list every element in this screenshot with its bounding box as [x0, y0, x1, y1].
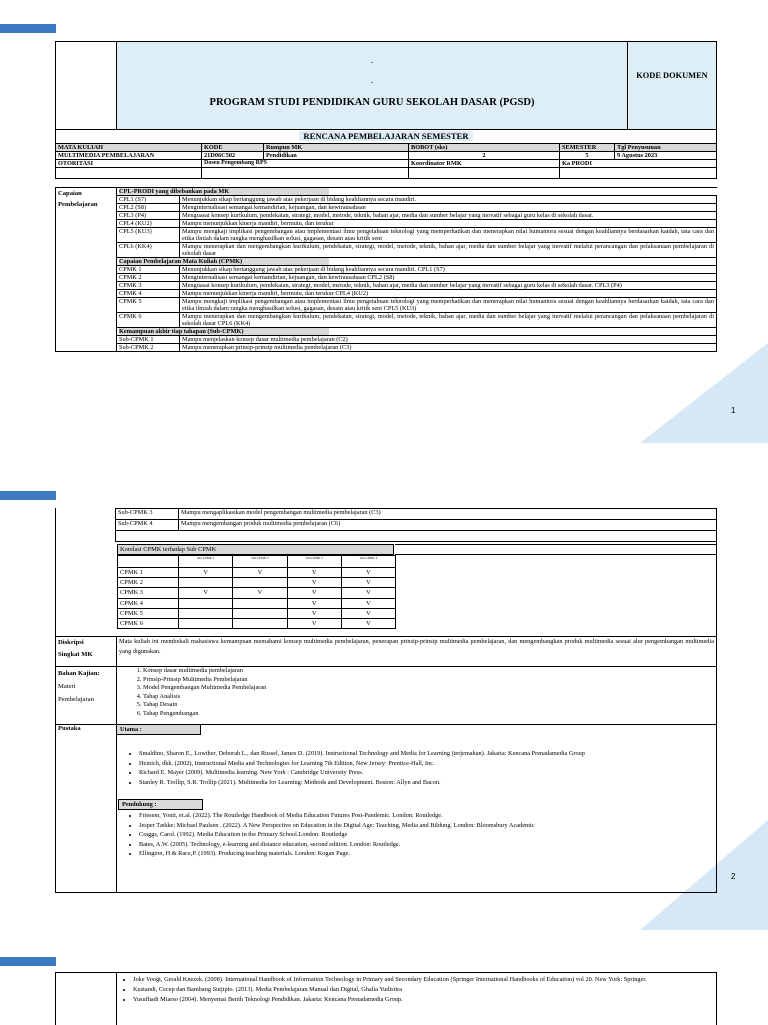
list-item: 6. Tahap Pengembangan [143, 710, 714, 719]
korelasi-mark [179, 598, 233, 608]
cpl-code: CPL2 (S8) [117, 204, 180, 212]
sub-cpmk-code: Sub-CPMK 3 [116, 509, 179, 520]
learning-outcomes-table [55, 187, 717, 352]
cpl-code: CPL4 (KU2) [117, 220, 180, 228]
list-item: 3. Model Pengembangan Multimedia Pembelajaran [143, 684, 714, 693]
list-item: • Bates, A.W. (2005). Technology, e-learning and distance education, second edition. London: Routledge. [139, 840, 716, 849]
cpl-text: Mampu mengkaji implikasi pengembangan atau implementasi ilmu pengetahuan teknologi yang memperhatikan dan menerapkan nilai humaniora sesuai dengan keahliannya berdasarkan kaidah, tata cara dan etika ilmiah dalam rangka menghasilkan solusi, gagasan, desain atau kritik seni [180, 228, 717, 243]
description-text: Mata kuliah ini membekali mahasiswa kemampuan memahami konsep multimedia pembelajaran, penerapan prinsip-prinsip multimedia pembelajaran, dan mengembangkan produk multimedia sesuai alur pengembangan multimedia yang digunakan. [117, 637, 717, 667]
korelasi-table [117, 555, 396, 629]
cpmk-text: Menginternalisasi semangat kemandirian, kejuangan, dan kewirausahaan CPL2 (S8) [180, 274, 717, 282]
korelasi-row-label: CPMK 2 [118, 578, 179, 588]
list-item: • Friesem, Yonti, et.al. (2022). The Routledge Handbook of Media Education Futures Post-Pandemic. London: Routledge. [139, 811, 716, 820]
supporting-references-list [117, 811, 716, 858]
materials-label-line: Pembelajaran [58, 696, 94, 703]
cpmk-text: Menunjukkan sikap bertanggung jawab atas pekerjaan di bidang keahliannya secara mandiri. CPL1 (S7) [180, 266, 717, 274]
cpmk-title-text: Capaian Pembelajaran Mata Kuliah (CPMK) [119, 258, 329, 265]
korelasi-mark: V [179, 568, 233, 578]
cpl-code: CPL3 (P4) [117, 212, 180, 220]
outcomes-label-line: Capaian [58, 190, 82, 197]
cpmk-text: Mampu menunjukkan kinerja mandiri, bermutu, dan terukur CPL4 (KU2) [180, 290, 717, 298]
header-cell: SEMESTER [560, 144, 615, 152]
korelasi-mark: V [287, 568, 341, 578]
header-cell: KODE [202, 144, 264, 152]
korelasi-mark: V [341, 619, 395, 629]
header-dot: . [370, 55, 374, 65]
course-code: 21D06C502 [202, 152, 264, 160]
empty-cell [560, 168, 717, 179]
header-cell: Tgl Penyusunan [615, 144, 717, 152]
materials-list-cell [117, 667, 717, 725]
primary-references-list [117, 749, 716, 787]
kaprodi-label: Ka PRODI [560, 160, 717, 168]
korelasi-mark: V [287, 588, 341, 598]
supporting-references-label: Pendukung : [118, 799, 203, 810]
empty-cell [56, 168, 202, 179]
sub-cpmk-text: Mampu menerapkan prinsip-prinsip multimedia pembelajaran (C3) [180, 344, 717, 352]
cpl-code: CPL6 (KK4) [117, 243, 180, 258]
course-credits: 2 [409, 152, 560, 160]
list-item: • Stanley R. Trollip, S.R. Trollip (2021). Multimedia for Learning: Methods and Development. Boston: Allyn and Bacon. [139, 778, 712, 787]
rps-subtitle-text: RENCANA PEMBELAJARAN SEMESTER [299, 131, 472, 141]
empty-cell [202, 168, 409, 179]
header-dot: . [370, 75, 374, 85]
materials-label-line: Materi [58, 683, 76, 690]
doc-code-cell [628, 42, 716, 130]
outcomes-label-line: Pembelajaran [58, 201, 98, 208]
course-info-table [55, 143, 717, 179]
materials-label [56, 667, 117, 725]
materials-label-line: Bahan Kajian: [58, 670, 100, 677]
course-cluster: Pendidikan [264, 152, 409, 160]
header-title-area [117, 42, 628, 130]
korelasi-row-label: CPMK 5 [118, 608, 179, 618]
page3-frame [55, 972, 717, 1025]
sub-cpmk-code: Sub-CPMK 2 [117, 344, 180, 352]
cpmk-text: Mampu mengkaji implikasi pengembangan atau implementasi ilmu pengetahuan teknologi yang memperhatikan dan menerapkan nilai humaniora sesuai dengan keahliannya berdasarkan kaidah, tata cara dan etika ilmiah dalam rangka menghasilkan solusi, gagasan, desain atau kritik seni CPL5 (KU3) [180, 298, 717, 313]
korelasi-mark: V [287, 578, 341, 588]
korelasi-mark: V [287, 619, 341, 629]
sub-cpmk-title-text: Kemampuan akhir tiap tahapan (Sub-CPMK) [119, 328, 329, 335]
header-cell: MATA KULIAH [56, 144, 202, 152]
korelasi-mark: V [287, 598, 341, 608]
empty-cell [116, 531, 717, 542]
cpmk-code: CPMK 2 [117, 274, 180, 282]
korelasi-mark: V [179, 588, 233, 598]
cpl-title [117, 188, 717, 196]
cpmk-code: CPMK 1 [117, 266, 180, 274]
cpl-title-text: CPL-PRODI yang dibebankan pada MK [119, 188, 329, 195]
korelasi-mark: V [233, 568, 287, 578]
korelasi-mark: V [341, 588, 395, 598]
primary-references-label: Utama : [117, 725, 201, 735]
cpmk-code: CPMK 5 [117, 298, 180, 313]
page-accent-bar [0, 491, 56, 500]
page-accent-bar [0, 957, 56, 966]
list-item: • Joke Voogt, Gerald Knezek. (2008). International Handbook of Information Technology in Primary and Secondary Education (Springer International Handbooks of Education) vol 20. New York: Springer. [133, 975, 727, 985]
doc-code-label: KODE DOKUMEN [636, 71, 708, 80]
list-item: 1. Konsep dasar multimedia pembelajaran [143, 667, 714, 676]
cpmk-text: Menguasai konsep kurikulum, pendekatan, strategi, model, metode, teknik, bahan ajar, media dan sumber belajar yang inovatif sebagai guru kelas di sekolah dasar. CPL3 (P4) [180, 282, 717, 290]
list-item: • Heinich, dkk. (2002), Instructional Media and Technologies for Learning 7th Edition, New Jersey: Prentice-Hall, Inc. [139, 759, 712, 768]
list-item: • Jesper Tække; Michael Paulsen . (2022). A New Perspective on Education in the Digital Age: Teaching, Media and Bildung. London: Bloomsbury Academic [139, 821, 716, 830]
header-cell: BOBOT (sks) [409, 144, 560, 152]
cpl-text: Menunjukkan sikap bertanggung jawab atas pekerjaan di bidang keahliannya secara mandiri. [180, 196, 717, 204]
korelasi-mark [179, 619, 233, 629]
sub-cpmk-code: Sub-CPMK 4 [116, 520, 179, 531]
page-number: 2 [731, 872, 736, 881]
korelasi-col-head: Sub-CPMK 2 [233, 556, 287, 568]
korelasi-mark: V [287, 608, 341, 618]
list-item: • Smaldino, Sharon E., Lowther, Deborah L., dan Russel, James D. (2019). Instructional Technology and Media for Learning (terjemahan). Jakarta: Kencana Prenadamedia Group [139, 749, 712, 758]
sub-cpmk-title [117, 328, 717, 336]
coordinator-label: Koordinator RMK [409, 160, 560, 168]
korelasi-row-label: CPMK 3 [118, 588, 179, 598]
list-item: 5. Tahap Desain [143, 701, 714, 710]
materials-list [119, 667, 714, 719]
list-item: 2. Prinsip-Prinsip Multimedia Pembelajaran [143, 676, 714, 685]
korelasi-row-label: CPMK 4 [118, 598, 179, 608]
list-item: • Ellington, H & Race,P. (1993). Producing teaching materials. London: Kogan Page. [139, 849, 716, 858]
cpmk-code: CPMK 3 [117, 282, 180, 290]
description-label [56, 637, 117, 667]
course-name: MULTIMEDIA PEMBELAJARAN [56, 152, 202, 160]
sub-cpmk-code: Sub-CPMK 1 [117, 336, 180, 344]
corner-triangle [640, 343, 768, 443]
sub-cpmk-text: Mampu mengaplikasikan model pengembangan multimedia pembelajaran (C3) [179, 509, 717, 520]
korelasi-title: Korelasi CPMK terhadap Sub CPMK [117, 544, 394, 555]
page-number: 1 [731, 406, 736, 415]
korelasi-mark [233, 608, 287, 618]
references-label: Pustaka [56, 725, 117, 893]
course-date: 9 Agustus 2023 [615, 152, 717, 160]
description-materials-table [55, 636, 717, 893]
cpl-text: Mampu menunjukkan kinerja mandiri, bermutu, dan terukur [180, 220, 717, 228]
header-cell: Rumpun MK [264, 144, 409, 152]
cpmk-code: CPMK 6 [117, 313, 180, 328]
cpl-text: Menginternalisasi semangat kemandirian, kejuangan, dan kewirausahaan [180, 204, 717, 212]
list-item: • Kustandi, Cecep dan Bambang Sutjipto. (2013). Media Pembelajaran Manual dan Digital, Ghalia Yudistira [133, 985, 727, 995]
cpmk-title [117, 258, 717, 266]
logo-cell [56, 42, 117, 130]
korelasi-row-label: CPMK 6 [118, 619, 179, 629]
cpl-text: Mampu menerapkan dan mengembangkan kurikulum, pendekatan, strategi, model, metode, teknik, bahan ajar, media dan sumber belajar yang inovatif melalui perancangan dan pelaksanaan pembelajaran di sekolah dasar [180, 243, 717, 258]
course-semester: 5 [560, 152, 615, 160]
list-item: • Richard E. Mayer (2009). Multimedia learning. New York : Cambridge University Press. [139, 768, 712, 777]
outcomes-label [56, 188, 117, 352]
korelasi-col-head: Sub-CPMK 3 [287, 556, 341, 568]
korelasi-mark: V [341, 598, 395, 608]
korelasi-mark [179, 578, 233, 588]
korelasi-col-head: Sub-CPMK 4 [341, 556, 395, 568]
list-item: • Craggs, Carol. (1992). Media Education in the Primary School.London: Routledge [139, 830, 716, 839]
korelasi-mark: V [341, 578, 395, 588]
program-title: PROGRAM STUDI PENDIDIKAN GURU SEKOLAH DASAR (PGSD) [209, 97, 535, 108]
korelasi-title-blank [395, 544, 717, 555]
page3-references-list [117, 975, 727, 1005]
list-item: 4. Tahap Analisis [143, 693, 714, 702]
description-label-line: Diskripsi [58, 639, 84, 646]
description-label-line: Singkat MK [58, 651, 93, 658]
document-header [55, 41, 717, 130]
korelasi-mark [233, 598, 287, 608]
list-item: • Yusufhadi Miarso (2004). Menyemai Benih Teknologi Pendidikan. Jakarta: Kencana Prenadamedia Group. [133, 995, 727, 1005]
korelasi-mark: V [341, 568, 395, 578]
cpmk-text: Mampu menerapkan dan mengembangkan kurikulum, pendekatan, strategi, model, metode, teknik, bahan ajar, media dan sumber belajar yang inovatif melalui perancangan dan pelaksanaan pembelajaran di sekolah dasar CPL6 (KK4) [180, 313, 717, 328]
authority-label: OTORITASI [56, 160, 202, 168]
korelasi-corner [118, 556, 179, 568]
korelasi-mark [233, 578, 287, 588]
references-cell [117, 725, 717, 893]
korelasi-row-label: CPMK 1 [118, 568, 179, 578]
korelasi-col-head: Sub-CPMK 1 [179, 556, 233, 568]
rps-subtitle [55, 129, 717, 144]
page-accent-bar [0, 24, 56, 33]
korelasi-mark: V [341, 608, 395, 618]
empty-cell [409, 168, 560, 179]
korelasi-mark [233, 619, 287, 629]
korelasi-mark [179, 608, 233, 618]
cpl-code: CPL1 (S7) [117, 196, 180, 204]
sub-cpmk-text: Mampu menjelaskan konsep dasar multimedia pembelajaran (C2) [180, 336, 717, 344]
developer-label: Dosen Pengembang RPS [202, 160, 409, 168]
sub-cpmk-continued [115, 508, 717, 542]
sub-cpmk-text: Mampu mengembangan produk multimedia pembelajaran (C6) [179, 520, 717, 531]
cpl-code: CPL5 (KU3) [117, 228, 180, 243]
cpmk-code: CPMK 4 [117, 290, 180, 298]
cpl-text: Menguasai konsep kurikulum, pendekatan, strategi, model, metode, teknik, bahan ajar, media dan sumber belajar yang inovatif sebagai guru kelas di sekolah dasar. [180, 212, 717, 220]
korelasi-mark: V [233, 588, 287, 598]
